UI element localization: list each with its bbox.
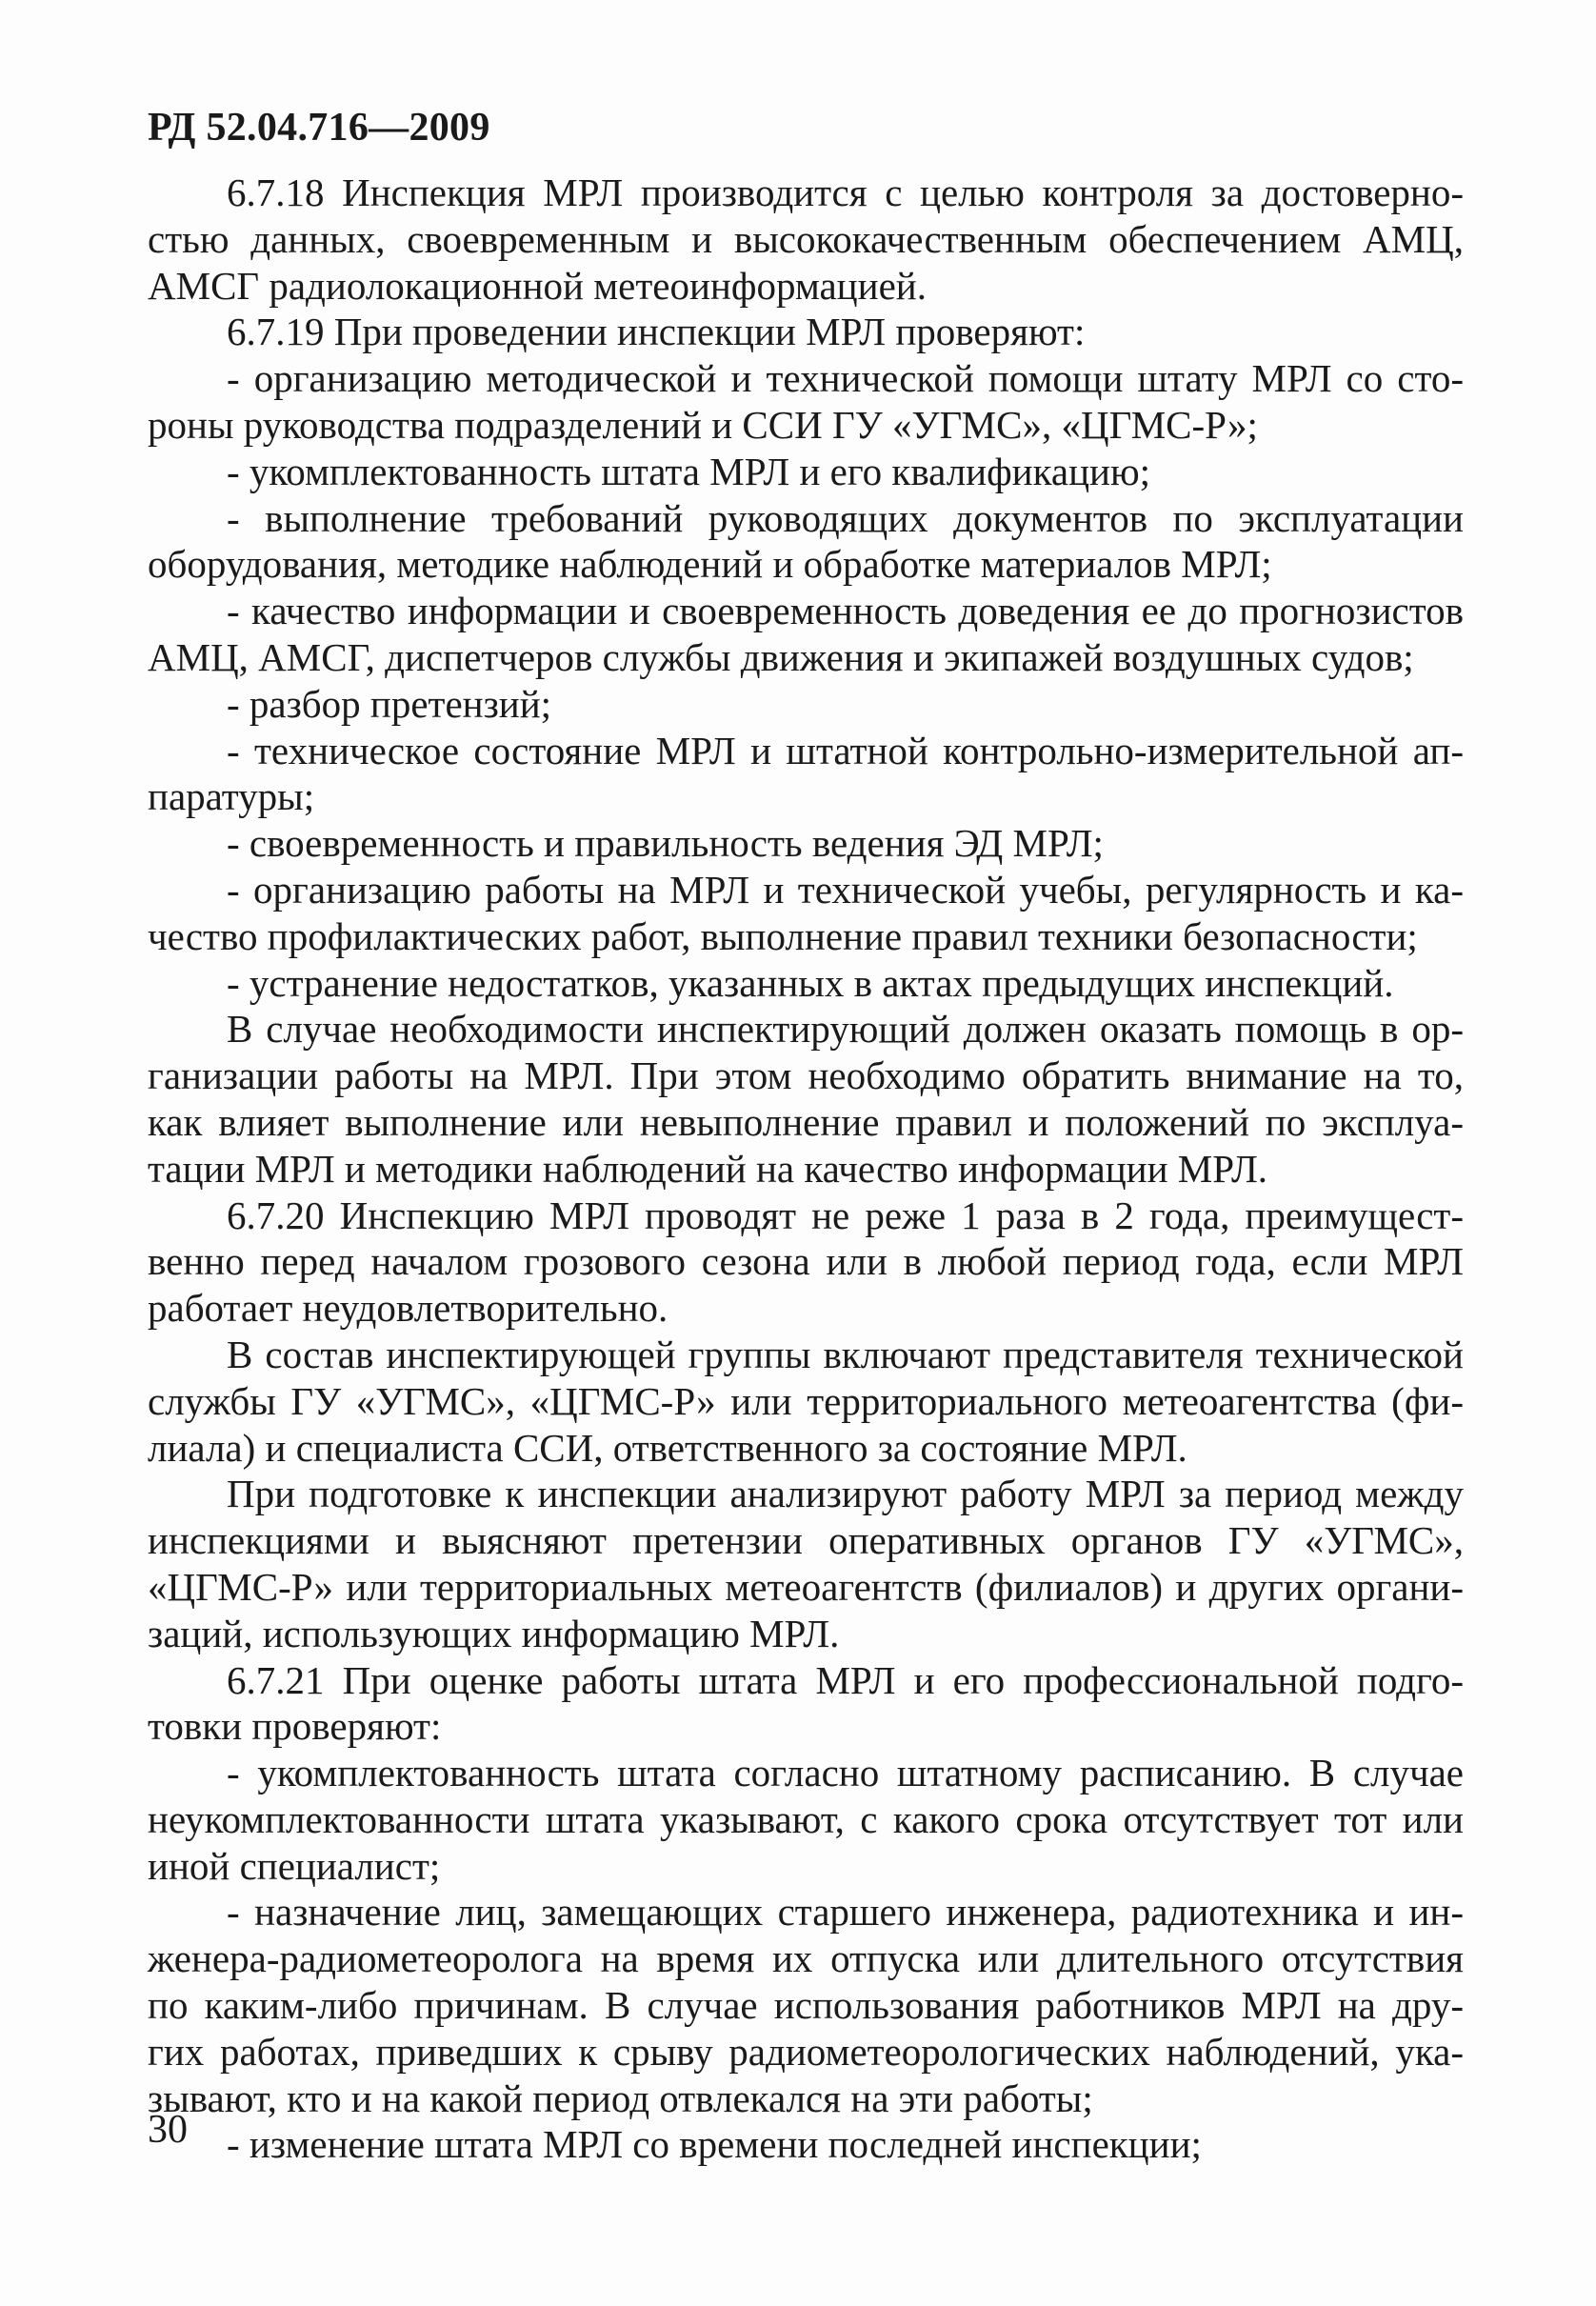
text-line: При подготовке к инспекции анализируют работу МРЛ за период между <box>227 1472 1464 1516</box>
text-line: - укомплектованность штата МРЛ и его квалификацию; <box>227 449 1151 493</box>
text-line: работает неудовлетворительно. <box>148 1286 668 1331</box>
text-line: венно перед началом грозового сезона или в любой период года, если МРЛ <box>148 1239 1464 1284</box>
text-line: - организацию работы на МРЛ и технической учебы, регулярность и ка- <box>227 867 1464 912</box>
text-line: АМСГ радиолокационной метеоинформацией. <box>148 263 927 308</box>
text-line: АМЦ, АМСГ, диспетчеров службы движения и экипажей воздушных судов; <box>148 634 1414 679</box>
text-line: лиала) и специалиста ССИ, ответственного за состояние МРЛ. <box>148 1425 1187 1470</box>
text-line: заций, использующих информацию МРЛ. <box>148 1611 840 1655</box>
body-text <box>148 170 1464 2168</box>
text-line: иной специалист; <box>148 1843 441 1888</box>
paragraph <box>148 728 1464 821</box>
paragraph <box>148 170 1464 309</box>
paragraph <box>148 588 1464 681</box>
paragraph <box>148 1332 1464 1471</box>
text-line: службы ГУ «УГМС», «ЦГМС-Р» или территориального метеоагентства (фи- <box>148 1378 1464 1423</box>
text-line: «ЦГМС-Р» или территориальных метеоагентств (филиалов) и других органи- <box>148 1564 1464 1609</box>
text-line: как влияет выполнение или невыполнение правил и положений по эксплуа- <box>148 1099 1464 1144</box>
text-line: 6.7.21 При оценке работы штата МРЛ и его профессиональной подго- <box>227 1657 1464 1702</box>
text-line: товки проверяют: <box>148 1704 442 1749</box>
text-line: В случае необходимости инспектирующий должен оказать помощь в ор- <box>227 1007 1464 1052</box>
paragraph <box>148 2121 1464 2168</box>
paragraph <box>148 355 1464 449</box>
text-line: В состав инспектирующей группы включают представителя технической <box>227 1332 1464 1376</box>
text-line: роны руководства подразделений и ССИ ГУ «УГМС», «ЦГМС-Р»; <box>148 402 1258 447</box>
text-line: 6.7.19 При проведении инспекции МРЛ проверяют: <box>227 310 1086 354</box>
text-line: неукомплектованности штата указывают, с какого срока отсутствует тот или <box>148 1796 1464 1841</box>
text-line: - организацию методической и технической помощи штату МРЛ со сто- <box>227 356 1464 401</box>
text-line: - назначение лиц, замещающих старшего инженера, радиотехника и ин- <box>227 1890 1464 1935</box>
paragraph <box>148 1889 1464 2121</box>
paragraph <box>148 1471 1464 1656</box>
text-line: - разбор претензий; <box>227 681 552 726</box>
text-line: 6.7.20 Инспекцию МРЛ проводят не реже 1 раза в 2 года, преимущест- <box>227 1193 1464 1237</box>
paragraph <box>148 309 1464 355</box>
text-line: - укомплектованность штата согласно штатному расписанию. В случае <box>227 1751 1464 1795</box>
paragraph <box>148 1006 1464 1192</box>
text-line: - качество информации и своевременность доведения ее до прогнозистов <box>227 589 1464 633</box>
paragraph <box>148 449 1464 495</box>
paragraph <box>148 820 1464 867</box>
text-line: ганизации работы на МРЛ. При этом необходимо обратить внимание на то, <box>148 1053 1464 1098</box>
paragraph <box>148 960 1464 1007</box>
page-number: 30 <box>148 2108 188 2152</box>
text-line: оборудования, методике наблюдений и обработке материалов МРЛ; <box>148 542 1272 587</box>
paragraph <box>148 1657 1464 1751</box>
text-line: - техническое состояние МРЛ и штатной контрольно-измерительной ап- <box>227 728 1464 772</box>
text-line: женера-радиометеоролога на время их отпуска или длительного отсутствия <box>148 1936 1464 1981</box>
text-line: тации МРЛ и методики наблюдений на качество информации МРЛ. <box>148 1146 1268 1191</box>
text-line: паратуры; <box>148 774 315 819</box>
text-line: 6.7.18 Инспекция МРЛ производится с целью контроля за достоверно- <box>227 170 1464 214</box>
text-line: инспекциями и выясняют претензии оперативных органов ГУ «УГМС», <box>148 1518 1464 1563</box>
text-line: чество профилактических работ, выполнение правил техники безопасности; <box>148 913 1418 958</box>
text-line: - своевременность и правильность ведения ЭД МРЛ; <box>227 821 1104 866</box>
text-line: зывают, кто и на какой период отвлекался на эти работы; <box>148 2075 1093 2120</box>
paragraph <box>148 867 1464 960</box>
text-line: по каким-либо причинам. В случае использования работников МРЛ на дру- <box>148 1983 1464 2028</box>
text-line: - изменение штата МРЛ со времени последней инспекции; <box>227 2122 1202 2167</box>
text-line: стью данных, своевременным и высококачественным обеспечением АМЦ, <box>148 216 1464 261</box>
paragraph <box>148 1193 1464 1332</box>
paragraph <box>148 681 1464 728</box>
document-number-header: РД 52.04.716—2009 <box>148 106 490 150</box>
text-line: - выполнение требований руководящих документов по эксплуатации <box>227 495 1464 540</box>
text-line: гих работах, приведших к срыву радиометеорологических наблюдений, ука- <box>148 2029 1464 2074</box>
paragraph <box>148 495 1464 589</box>
text-line: - устранение недостатков, указанных в актах предыдущих инспекций. <box>227 960 1394 1005</box>
paragraph <box>148 1750 1464 1889</box>
